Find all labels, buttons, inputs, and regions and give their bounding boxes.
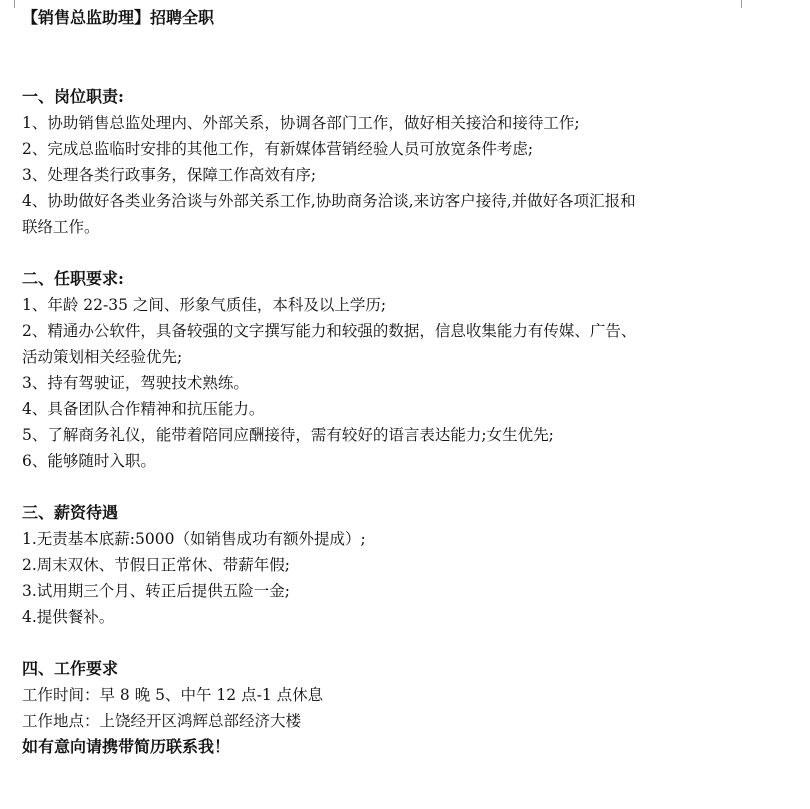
section-requirements: [22, 266, 782, 474]
paragraph-line: 工作时间：早 8 晚 5、中午 12 点-1 点休息: [22, 686, 324, 704]
paragraph-line: 1、协助销售总监处理内、外部关系，协调各部门工作，做好相关接洽和接待工作;: [22, 114, 580, 132]
section-work-details: [22, 656, 782, 760]
paragraph-line: 活动策划相关经验优先;: [22, 348, 183, 366]
paragraph-line: 4.提供餐补。: [22, 608, 115, 626]
paragraph-line: 3、处理各类行政事务，保障工作高效有序;: [22, 166, 317, 184]
document-title: 【销售总监助理】招聘全职: [22, 8, 215, 27]
section-heading: 四、工作要求: [22, 659, 119, 678]
section-job-duties: [22, 84, 782, 240]
paragraph-line: 工作地点：上饶经开区鸿辉总部经济大楼: [22, 712, 302, 730]
paragraph-line: 2、精通办公软件，具备较强的文字撰写能力和较强的数据，信息收集能力有传媒、广告、: [22, 322, 637, 340]
paragraph-line: 5、了解商务礼仪，能带着陪同应酬接待，需有较好的语言表达能力;女生优先;: [22, 426, 554, 444]
paragraph-line: 3.试用期三个月、转正后提供五险一金;: [22, 582, 291, 600]
paragraph-line: 1.无责基本底薪:5000（如销售成功有额外提成）;: [22, 530, 366, 548]
crop-mark-left: [14, 0, 15, 8]
section-heading: 一、岗位职责:: [22, 87, 124, 106]
section-heading: 二、任职要求:: [22, 269, 124, 288]
crop-mark-right: [741, 0, 742, 8]
paragraph-line: 1、年龄 22-35 之间、形象气质佳，本科及以上学历;: [22, 296, 387, 314]
paragraph-line: 6、能够随时入职。: [22, 452, 156, 470]
paragraph-line: 3、持有驾驶证，驾驶技术熟练。: [22, 374, 249, 392]
closing-call-to-action: 如有意向请携带简历联系我！: [22, 737, 231, 756]
document-body: [22, 84, 782, 760]
paragraph-line: 4、协助做好各类业务洽谈与外部关系工作,协助商务洽谈,来访客户接待,并做好各项汇报和: [22, 192, 636, 210]
paragraph-line: 2.周末双休、节假日正常休、带薪年假;: [22, 556, 291, 574]
paragraph-line: 2、完成总监临时安排的其他工作，有新媒体营销经验人员可放宽条件考虑;: [22, 140, 534, 158]
paragraph-line: 联络工作。: [22, 218, 100, 236]
section-salary-benefits: [22, 500, 782, 630]
section-heading: 三、薪资待遇: [22, 503, 119, 522]
paragraph-line: 4、具备团队合作精神和抗压能力。: [22, 400, 265, 418]
